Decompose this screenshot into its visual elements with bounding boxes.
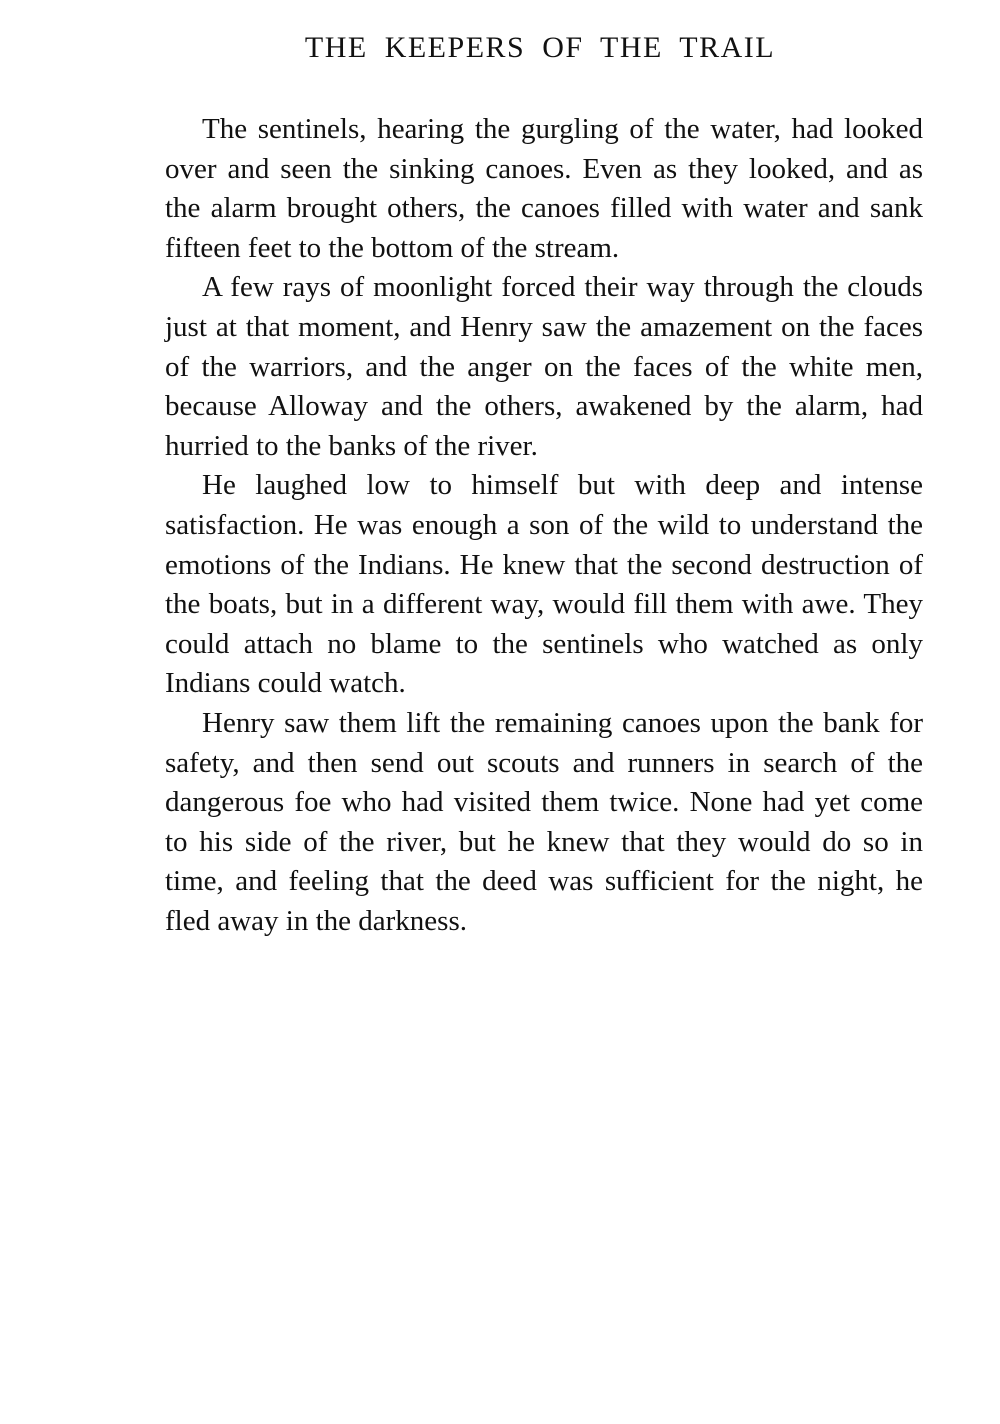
paragraph: Henry saw them lift the remaining canoes upon the bank for safety, and then send out scouts and runners in search of the dangerous foe who had visited them twice. None had yet come to his side of the river, but he knew that they would do so in time, and feeling that the deed was sufficient for the night, he fled away in the darkness. (165, 706, 923, 937)
paragraph: He laughed low to himself but with deep and intense satisfaction. He was enough a son of the wild to understand the emotions of the Indians. He knew that the second destruction of the boats, but in a different way, would fill them with awe. They could attach no blame to the sentinels who watched as only Indians could watch. (165, 469, 923, 700)
paragraph: A few rays of moonlight forced their way through the clouds just at that moment, and Henry saw the amazement on the faces of the warriors, and the anger on the faces of the white men, because Alloway and the others, awakened by the alarm, had hurried to the banks of the river. (165, 271, 923, 462)
page-body (165, 110, 923, 941)
paragraph: The sentinels, hearing the gurgling of the water, had looked over and seen the sinking canoes. Even as they looked, and as the alarm brought others, the canoes filled with water and sank fifteen feet to the bottom of the stream. (165, 113, 923, 264)
running-head: THE KEEPERS OF THE TRAIL (304, 31, 776, 64)
